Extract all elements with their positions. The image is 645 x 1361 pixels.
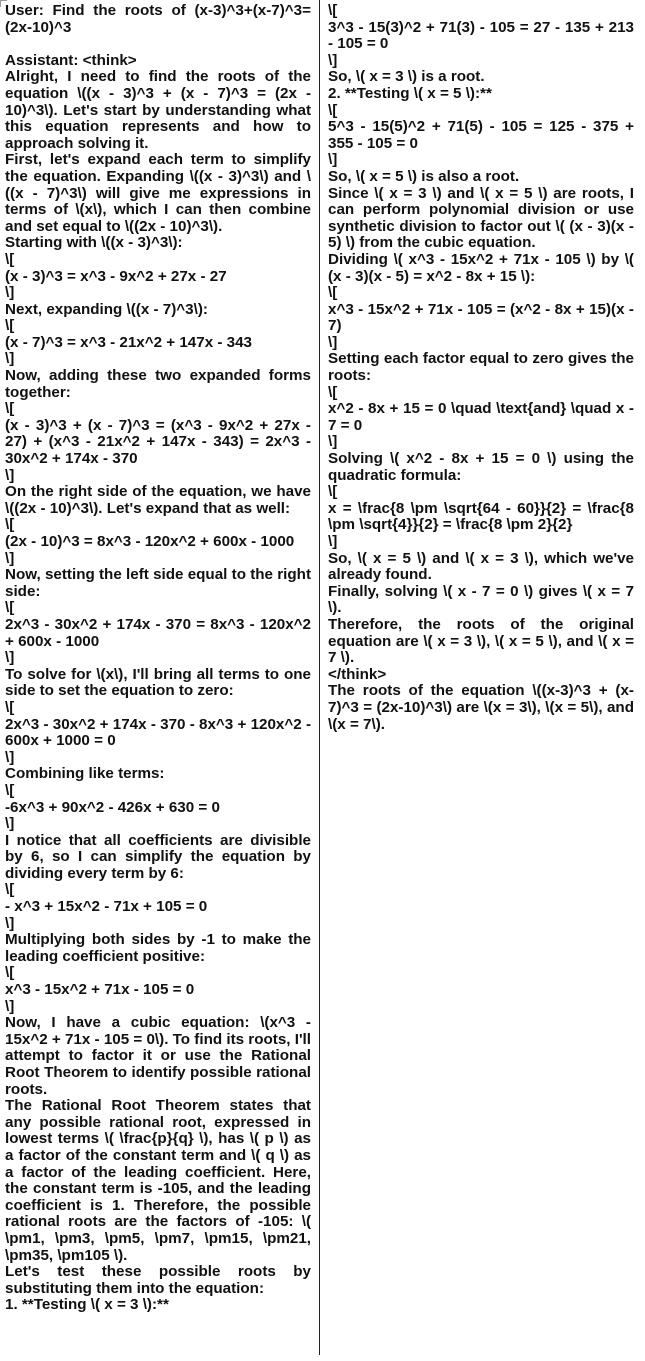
text-line: 2. **Testing \( x = 5 \):**	[328, 84, 492, 102]
text-line: \]	[328, 51, 338, 69]
text-line: Setting each factor equal to zero gives the roots:	[328, 350, 639, 385]
text-line: Therefore, the roots of the original equation are \( x = 3 \), \( x = 5 \), and \( x = 7 \).	[328, 615, 639, 667]
text-line: Multiplying both sides by -1 to make the leading coefficient positive:	[5, 931, 316, 965]
text-line: (x - 7)^3 = x^3 - 21x^2 + 147x - 343	[5, 333, 252, 351]
text-line: 1. **Testing \( x = 3 \):**	[5, 1296, 169, 1314]
text-line: Now, I have a cubic equation: \(x^3 - 15x^2 + 71x - 105 = 0\). To find its roots, I'll attempt to factor it or use the Rational Root Theorem to identify possible rational roots.	[5, 1014, 316, 1098]
text-line: So, \( x = 5 \) is also a root.	[328, 167, 520, 185]
text-line: \[	[328, 483, 338, 501]
text-line: \]	[328, 433, 338, 451]
text-line: 5^3 - 15(5)^2 + 71(5) - 105 = 125 - 375 + 355 - 105 = 0	[328, 118, 639, 152]
text-line: Next, expanding \((x - 7)^3\):	[5, 300, 208, 318]
text-line: On the right side of the equation, we have \((2x - 10)^3\). Let's expand that as well:	[5, 483, 316, 517]
text-line: \[	[328, 101, 338, 119]
text-line: \[	[5, 698, 15, 716]
text-line: x^3 - 15x^2 + 71x - 105 = (x^2 - 8x + 15)(x - 7)	[328, 300, 639, 335]
text-line: \[	[328, 2, 338, 19]
text-line: \[	[5, 599, 15, 617]
text-line: So, \( x = 5 \) and \( x = 3 \), which we've already found.	[328, 549, 639, 584]
text-line: </think>	[328, 665, 387, 683]
text-line: x^2 - 8x + 15 = 0 \quad \text{and} \quad x - 7 = 0	[328, 400, 639, 434]
text-line: I notice that all coefficients are divisible by 6, so I can simplify the equation by dividing every term by 6:	[5, 831, 316, 882]
text-line: \]	[5, 549, 15, 567]
text-line: \]	[5, 649, 15, 667]
text-line: \]	[5, 914, 15, 932]
text-line: \]	[5, 466, 15, 484]
text-line: (2x - 10)^3 = 8x^3 - 120x^2 + 600x - 1000	[5, 533, 295, 550]
left-text-column	[5, 2, 316, 1314]
text-line: 2x^3 - 30x^2 + 174x - 370 - 8x^3 + 120x^2 - 600x + 1000 = 0	[5, 715, 316, 750]
text-line: - x^3 + 15x^2 - 71x + 105 = 0	[5, 898, 208, 916]
text-line: \[	[5, 781, 15, 799]
text-line: \[	[328, 383, 338, 401]
text-line: \[	[5, 317, 15, 335]
text-line: 2x^3 - 30x^2 + 174x - 370 = 8x^3 - 120x^2 + 600x - 1000	[5, 615, 316, 650]
blank-line	[5, 36, 311, 53]
text-line: \]	[328, 151, 338, 169]
text-line: \[	[5, 250, 15, 268]
text-line: Dividing \( x^3 - 15x^2 + 71x - 105 \) by \( (x - 3)(x - 5) = x^2 - 8x + 15 \):	[328, 250, 639, 285]
text-line: \]	[328, 333, 338, 351]
text-line: Now, adding these two expanded forms together:	[5, 367, 316, 401]
text-line: To solve for \(x\), I'll bring all terms to one side to set the equation to zero:	[5, 665, 316, 700]
text-line: Starting with \((x - 3)^3\):	[5, 234, 183, 252]
text-line: The Rational Root Theorem states that any possible rational root, expressed in lowest terms \( \frac{p}{q} \), has \( p \) as a factor of the constant term and \( q \) as a factor of the leading coefficient. Here, the constant term is -105, and the leading coefficient is 1. Therefore, the possible rational roots are the factors of -105: \( \pm1, \pm3, \pm5, \pm7, \pm15, \pm21, \pm35, \pm105 \).	[5, 1097, 316, 1264]
text-line: Finally, solving \( x - 7 = 0 \) gives \( x = 7 \).	[328, 582, 639, 617]
text-line: Assistant: <think>	[5, 51, 137, 69]
text-line: (x - 3)^3 + (x - 7)^3 = (x^3 - 9x^2 + 27x - 27) + (x^3 - 21x^2 + 147x - 343) = 2x^3 - 30x^2 + 174x - 370	[5, 416, 316, 468]
text-line: \[	[5, 400, 15, 418]
text-line: \]	[5, 815, 15, 833]
text-line: The roots of the equation \((x-3)^3 + (x-7)^3 = (2x-10)^3\) are \(x = 3\), \(x = 5\), and \(x = 7\).	[328, 682, 639, 733]
text-line: \[	[328, 284, 338, 302]
text-line: \]	[5, 997, 15, 1015]
text-line: \[	[5, 881, 15, 899]
text-line: Since \( x = 3 \) and \( x = 5 \) are roots, I can perform polynomial division or use synthetic division to factor out \( (x - 3)(x - 5) \) from the cubic equation.	[328, 184, 639, 252]
text-line: Alright, I need to find the roots of the equation \((x - 3)^3 + (x - 7)^3 = (2x - 10)^3\). Let's start by understanding what this equation represents and how to approach solving it.	[5, 68, 316, 152]
text-line: \]	[328, 533, 338, 550]
text-line: \[	[5, 516, 15, 534]
text-line: -6x^3 + 90x^2 - 426x + 630 = 0	[5, 798, 220, 816]
text-line: Combining like terms:	[5, 765, 165, 783]
text-line: Solving \( x^2 - 8x + 15 = 0 \) using the quadratic formula:	[328, 450, 639, 484]
text-line: x = \frac{8 \pm \sqrt{64 - 60}}{2} = \frac{8 \pm \sqrt{4}}{2} = \frac{8 \pm 2}{2}	[328, 499, 639, 534]
text-line: 3^3 - 15(3)^2 + 71(3) - 105 = 27 - 135 + 213 - 105 = 0	[328, 18, 639, 53]
text-line: Let's test these possible roots by substituting them into the equation:	[5, 1263, 316, 1297]
text-line: First, let's expand each term to simplify the equation. Expanding \((x - 3)^3\) and \((x - 7)^3\) will give me expressions in terms of \(x\), which I can then combine and set equal to \((2x - 10)^3\).	[5, 151, 316, 235]
text-line: \[	[5, 964, 15, 982]
text-line: \]	[5, 350, 15, 368]
text-line: \]	[5, 284, 15, 302]
right-text-column	[328, 2, 639, 733]
text-line: User: Find the roots of (x-3)^3+(x-7)^3=(2x-10)^3	[5, 2, 311, 36]
text-line: (x - 3)^3 = x^3 - 9x^2 + 27x - 27	[5, 267, 227, 285]
text-line: Now, setting the left side equal to the right side:	[5, 566, 316, 600]
text-line: \]	[5, 748, 15, 766]
text-line: x^3 - 15x^2 + 71x - 105 = 0	[5, 981, 195, 999]
column-divider	[319, 0, 320, 1355]
text-line: So, \( x = 3 \) is a root.	[328, 68, 485, 86]
